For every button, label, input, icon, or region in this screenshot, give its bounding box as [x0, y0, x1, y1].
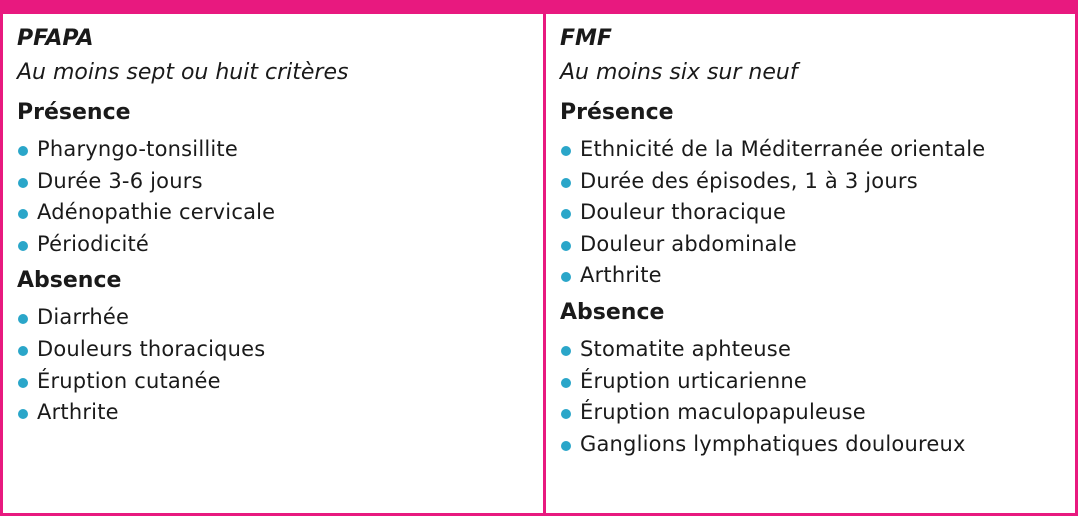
list-item-text: Douleur abdominale	[580, 231, 797, 256]
list-item	[560, 166, 1075, 198]
bullet-icon	[561, 441, 571, 451]
bullet-icon	[18, 146, 28, 156]
list-item-text: Pharyngo-tonsillite	[37, 137, 238, 161]
bullet-icon	[18, 241, 28, 251]
absence-heading: Absence	[17, 268, 122, 294]
list-item	[560, 397, 1075, 429]
list-item-text: Ethnicité de la Méditerranée orientale	[580, 137, 986, 161]
absence-list	[17, 302, 543, 428]
list-item	[17, 302, 543, 334]
bullet-icon	[18, 209, 28, 219]
bullet-icon	[561, 146, 571, 156]
list-item-text: Durée des épisodes, 1 à 3 jours	[580, 168, 918, 193]
bullet-icon	[561, 409, 571, 419]
list-item	[17, 366, 543, 398]
list-item-text: Arthrite	[580, 263, 662, 288]
absence-list	[560, 334, 1075, 460]
list-item-text: Douleur thoracique	[580, 200, 787, 225]
presence-list	[17, 134, 543, 260]
column-title: PFAPA	[17, 26, 94, 51]
bullet-icon	[561, 209, 571, 219]
list-item	[17, 397, 543, 429]
list-item-text: Diarrhée	[37, 305, 130, 330]
presence-list	[560, 134, 1075, 292]
list-item	[17, 334, 543, 366]
list-item-text: Durée 3-6 jours	[37, 168, 203, 193]
list-item	[17, 166, 543, 198]
list-item	[17, 134, 543, 166]
list-item	[17, 197, 543, 229]
list-item	[560, 134, 1075, 166]
bullet-icon	[561, 241, 571, 251]
column-fmf	[546, 14, 1075, 513]
list-item-text: Douleurs thoraciques	[37, 336, 266, 361]
presence-heading: Présence	[560, 100, 674, 125]
list-item-text: Ganglions lymphatiques douloureux	[580, 431, 966, 456]
list-item-text: Périodicité	[37, 231, 150, 256]
list-item	[560, 366, 1075, 398]
bullet-icon	[18, 314, 28, 324]
list-item	[560, 229, 1075, 261]
list-item-text: Adénopathie cervicale	[37, 200, 276, 225]
presence-heading: Présence	[17, 100, 131, 125]
bullet-icon	[561, 272, 571, 282]
list-item	[560, 197, 1075, 229]
bullet-icon	[561, 178, 571, 188]
bullet-icon	[18, 178, 28, 188]
list-item-text: Éruption urticarienne	[580, 368, 807, 393]
column-subtitle: Au moins sept ou huit critères	[17, 60, 349, 85]
bullet-icon	[18, 378, 28, 388]
bullet-icon	[561, 378, 571, 388]
bullet-icon	[18, 346, 28, 356]
list-item-text: Éruption cutanée	[37, 368, 221, 393]
column-title: FMF	[560, 26, 612, 51]
absence-heading: Absence	[560, 299, 665, 325]
list-item-text: Arthrite	[37, 400, 119, 425]
column-pfapa	[3, 14, 546, 513]
list-item	[560, 429, 1075, 461]
list-item-text: Stomatite aphteuse	[580, 336, 792, 361]
list-item	[560, 334, 1075, 366]
list-item-text: Éruption maculopapuleuse	[580, 400, 866, 425]
bullet-icon	[561, 346, 571, 356]
column-subtitle: Au moins six sur neuf	[560, 60, 798, 85]
list-item	[17, 229, 543, 261]
list-item	[560, 260, 1075, 292]
bullet-icon	[18, 409, 28, 419]
